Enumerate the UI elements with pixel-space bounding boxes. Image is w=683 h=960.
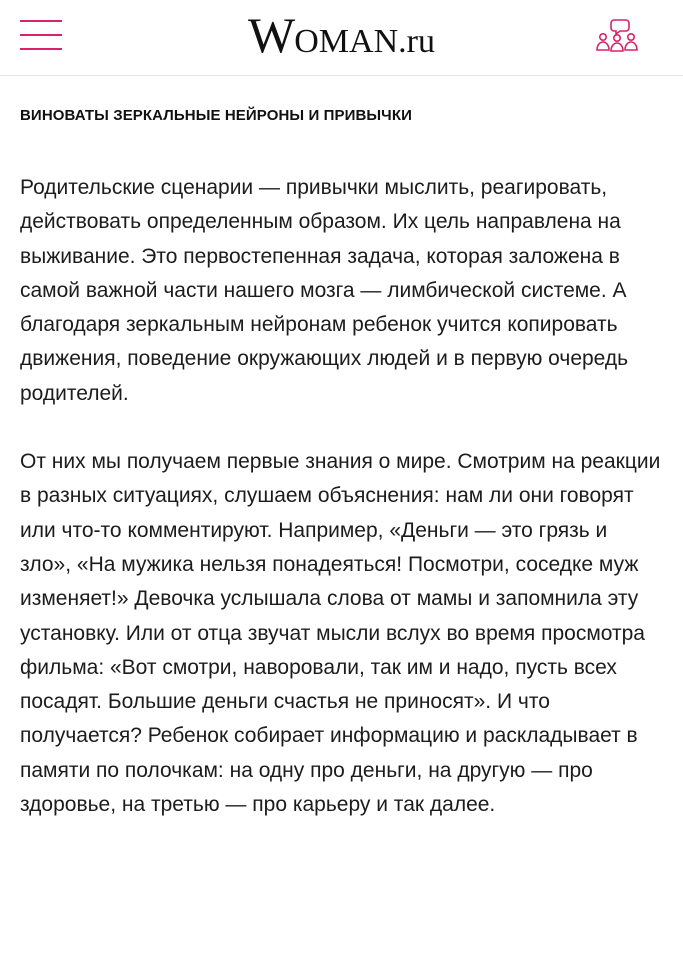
section-heading: ВИНОВАТЫ ЗЕРКАЛЬНЫЕ НЕЙРОНЫ И ПРИВЫЧКИ <box>20 107 412 124</box>
article-paragraph-2: От них мы получаем первые знания о мире. Смотрим на реакции в разных ситуациях, слушаем объяснения: нам ли они говорят или что-то комментируют. Например, «Деньги — это грязь и зло», «На мужика нельзя понадеяться! Посмотри, соседке муж изменяет!» Девочка услышала слова от мамы и запомнила эту установку. Или от отца звучат мысли вслух во время просмотра фильма: «Вот смотри, наворовали, так им и надо, пусть всех посадят. Большие деньги счастья не приносят». И что получается? Ребенок собирает информацию и раскладывает в памяти по полочкам: на одну про деньги, на другую — про здоровье, на третью — про карьеру и так далее. <box>20 450 661 817</box>
site-logo[interactable] <box>0 7 683 63</box>
article-body <box>0 104 683 822</box>
site-header <box>0 0 683 76</box>
logo-first-letter: W <box>248 7 295 63</box>
community-people-icon[interactable] <box>595 18 639 54</box>
article-paragraph-1: Родительские сценарии — привычки мыслить, реагировать, действовать определенным образом. Их цель направлена на выживание. Это первостепенная задача, которая заложена в самой важной части нашего мозга — лимбической системе. А благодаря зеркальным нейронам ребенок учится копировать движения, поведение окружающих людей и в первую очередь родителей. <box>20 176 629 405</box>
logo-rest: OMAN.ru <box>294 23 435 60</box>
